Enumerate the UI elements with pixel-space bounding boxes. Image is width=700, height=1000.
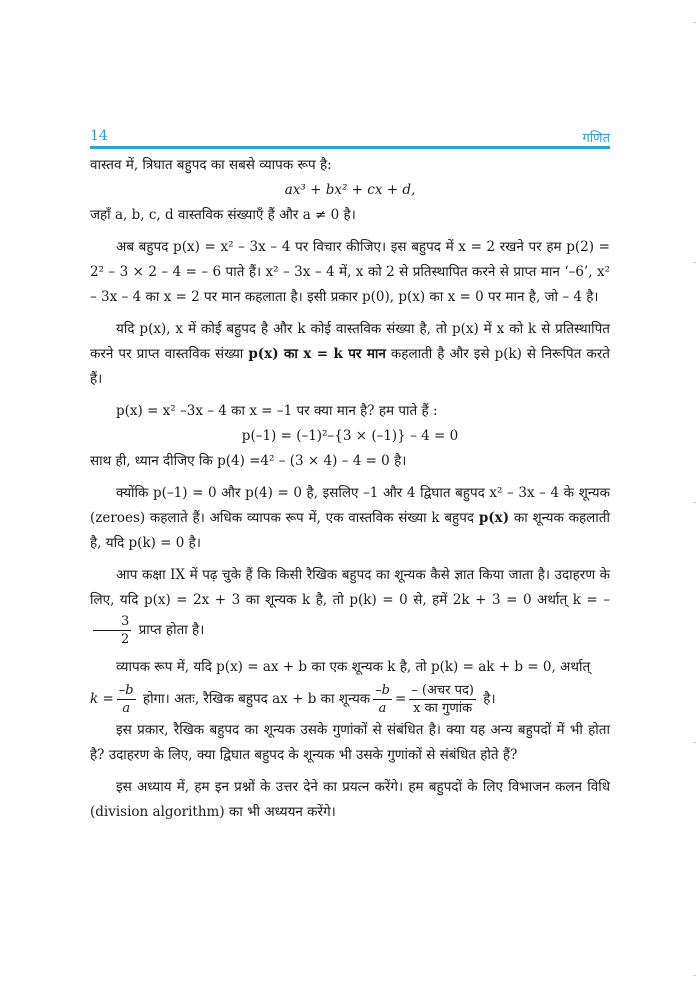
subject-title: गणित [582,131,610,146]
margin-mark [693,502,696,503]
page-header [90,128,610,144]
fraction-denominator: a [122,701,131,716]
fraction-numerator: 3 [93,613,131,631]
zeroes-bold-term: p(x) [478,510,510,526]
fraction-minus-b-over-a-2 [373,682,392,717]
fraction-denominator: x का गुणांक [413,701,473,716]
margin-mark [693,262,696,263]
linear-zero-text: आप कक्षा IX में पढ़ चुके हैं कि किसी रैखिक बहुपद का शून्यक कैसे ज्ञात किया जाता है। उदाहरण के लिए, यदि p(x) = 2x + 3 का शून्यक k है, तो p(k) = 0 से, हमें 2k + 3 = 0 अर्थात् k = [90,567,610,608]
paragraph-question: p(x) = x² –3x – 4 का x = –1 पर क्या मान है? हम पाते हैं : [116,403,438,419]
page-body [90,153,610,825]
definition-text-end: कहलाती है और इसे p(k) से निरूपित करते हैं। [90,346,610,387]
fraction-denominator: 2 [121,632,130,647]
fraction-three-halves [93,613,131,648]
definition-text-start: यदि p(x), x में कोई बहुपद है और k कोई वास्तविक संख्या है, तो p(x) में x को k से प्रतिस्थापित करने पर प्राप्त वास्तविक संख्या [90,321,610,362]
equation-p-minus-one: p(–1) = (–1)²–{3 × (–1)} – 4 = 0 [241,428,459,444]
general-zero-text: होगा। अतः, रैखिक बहुपद ax + b का शून्यक [142,691,371,707]
margin-mark [693,975,696,976]
paragraph-linear-zero [90,563,610,648]
page-number: 14 [90,128,108,144]
margin-mark [693,742,696,743]
margin-mark [693,22,696,23]
fraction-numerator: –b [375,683,390,698]
paragraph-zeroes [90,481,610,556]
line-general-zero [90,680,610,718]
line-cubic-intro: वास्तव में, त्रिघात बहुपद का सबसे व्यापक रूप है: [90,157,332,173]
paragraph-coefficients: इस प्रकार, रैखिक बहुपद का शून्यक उसके गुणांकों से संबंधित है। क्या यह अन्य बहुपदों में भी होता है? उदाहरण के लिए, क्या द्विघात बहुपद के शून्यक भी उसके गुणांकों से संबंधित होते हैं? [90,722,610,763]
paragraph-chapter-goal: इस अध्याय में, हम इन प्रश्नों के उत्तर देने का प्रयत्न करेंगे। हम बहुपदों के लिए विभाजन कलन विधि (division algorithm) का भी अध्ययन करेंगे। [90,779,610,820]
zeroes-text-end: का शून्यक कहलाती है, यदि p(k) = 0 है। [90,510,610,551]
minus-sign: – [603,592,611,608]
margin-marks [692,0,696,1000]
linear-zero-result: प्राप्त होता है। [138,622,205,638]
line-p-four: साथ ही, ध्यान दीजिए कि p(4) =4² – (3 × 4) – 4 = 0 है। [90,453,407,469]
general-zero-end: है। [483,691,496,707]
fraction-minus-b-over-a [117,682,136,717]
fraction-numerator: – (अचर पद) [411,683,474,698]
cubic-general-form: ax³ + bx² + cx + d, [284,182,416,198]
k-equals: k = [90,691,114,707]
line-cubic-condition: जहाँ a, b, c, d वास्तविक संख्याएँ हैं और a ≠ 0 है। [90,207,356,223]
definition-bold-term: p(x) का x = k पर मान [248,346,386,362]
fraction-denominator: a [378,701,387,716]
zeroes-text-start: क्योंकि p(–1) = 0 और p(4) = 0 है, इसलिए –1 और 4 द्विघात बहुपद x² – 3x – 4 के शून्यक (zeroes) कहलाते हैं। अधिक व्यापक रूप में, एक वास्तविक संख्या k बहुपद [90,485,610,526]
paragraph-value-example: अब बहुपद p(x) = x² – 3x – 4 पर विचार कीजिए। इस बहुपद में x = 2 रखने पर हम p(2) = 2² – 3 × 2 – 4 = – 6 पाते हैं। x² – 3x – 4 में, x को 2 से प्रतिस्थापित करने से प्राप्त मान ‘–6’, x² – 3x – 4 का x = 2 पर मान कहलाता है। इसी प्रकार p(0), p(x) का x = 0 पर मान है, जो – 4 है। [90,239,610,305]
equals-sign: = [394,691,407,707]
fraction-numerator: –b [118,683,134,698]
fraction-constant-over-coefficient [409,682,476,717]
paragraph-value-definition [90,317,610,392]
header-rule [90,146,610,149]
paragraph-general-linear: व्यापक रूप में, यदि p(x) = ax + b का एक शून्यक k है, तो p(k) = ak + b = 0, अर्थात् [116,659,591,675]
